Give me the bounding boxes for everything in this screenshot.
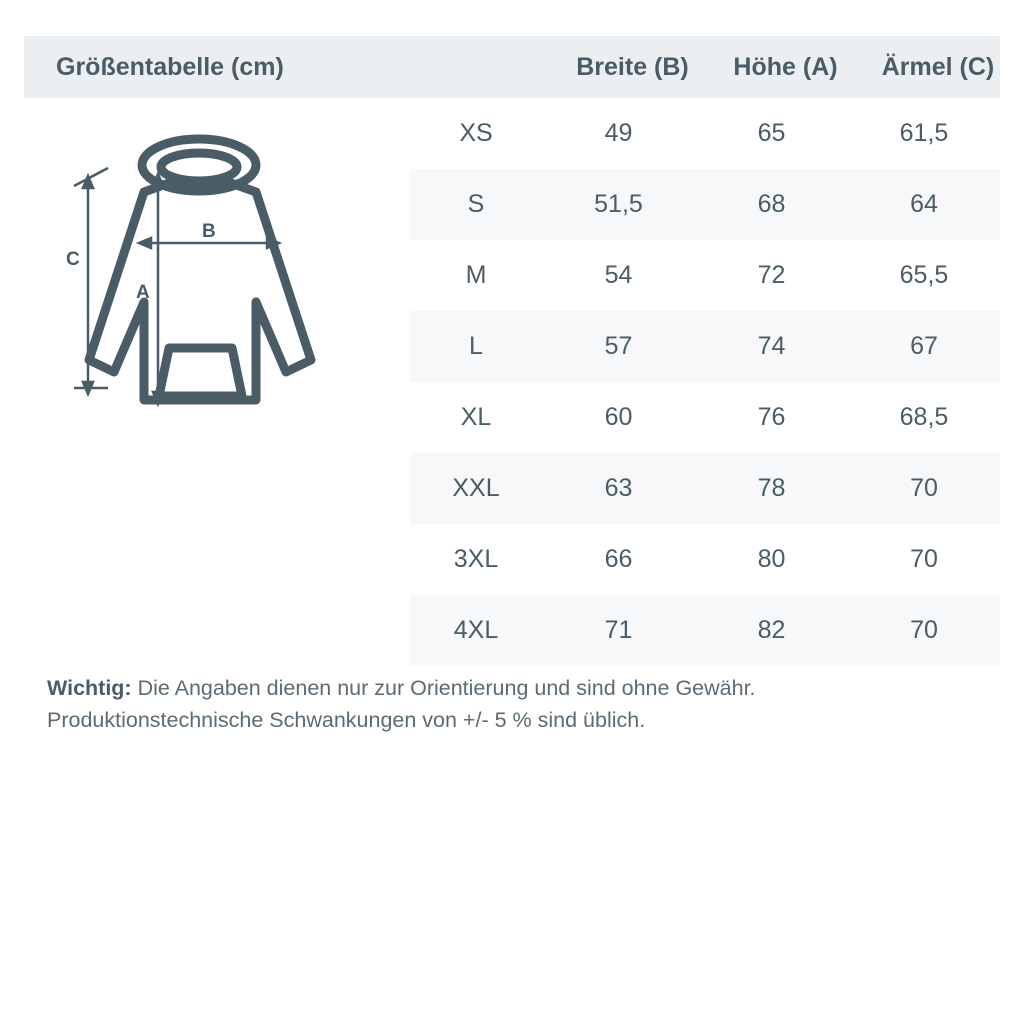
cell-hoehe: 76 <box>757 403 786 431</box>
hoodie-illustration <box>30 120 410 450</box>
cell-size: L <box>469 332 483 360</box>
table-row <box>410 311 1000 382</box>
cell-breite: 60 <box>604 403 633 431</box>
table-header-row <box>24 36 1000 98</box>
cell-aermel: 68,5 <box>899 403 949 431</box>
cell-hoehe: 65 <box>757 119 786 147</box>
cell-breite: 66 <box>604 545 633 573</box>
label-b: B <box>202 221 216 242</box>
cell-aermel: 70 <box>910 474 938 502</box>
cell-size: 3XL <box>453 545 499 573</box>
table-row <box>410 595 1000 666</box>
cell-hoehe: 78 <box>757 474 786 502</box>
cell-breite: 49 <box>604 119 633 147</box>
cell-aermel: 65,5 <box>899 261 949 289</box>
cell-aermel: 64 <box>910 190 938 218</box>
cell-hoehe: 80 <box>757 545 786 573</box>
column-header-aermel: Ärmel (C) <box>881 52 995 81</box>
column-header-breite: Breite (B) <box>576 52 689 81</box>
cell-breite: 63 <box>604 474 633 502</box>
cell-aermel: 61,5 <box>899 119 949 147</box>
footnote-line-2: Produktionstechnische Schwankungen von +/- 5 % sind üblich. <box>47 708 646 732</box>
label-c: C <box>66 249 80 270</box>
cell-breite: 71 <box>604 616 633 644</box>
cell-breite: 57 <box>604 332 633 360</box>
size-table <box>410 98 1000 666</box>
cell-size: XXL <box>452 474 500 502</box>
cell-size: 4XL <box>453 616 499 644</box>
cell-size: S <box>467 190 485 218</box>
table-row <box>410 169 1000 240</box>
cell-hoehe: 72 <box>757 261 786 289</box>
cell-aermel: 70 <box>910 616 938 644</box>
cell-aermel: 67 <box>910 332 938 360</box>
cell-size: XL <box>460 403 492 431</box>
label-a: A <box>136 282 150 303</box>
table-row <box>410 453 1000 524</box>
page-title: Größentabelle (cm) <box>56 52 284 81</box>
table-row <box>410 98 1000 169</box>
table-row <box>410 240 1000 311</box>
cell-breite: 51,5 <box>594 190 643 218</box>
cell-size: XS <box>459 119 493 147</box>
footnote-line-1 <box>47 672 987 704</box>
cell-hoehe: 74 <box>757 332 786 360</box>
footnote-lead: Wichtig: <box>47 676 132 700</box>
table-row <box>410 382 1000 453</box>
cell-aermel: 70 <box>910 545 938 573</box>
table-row <box>410 524 1000 595</box>
cell-hoehe: 68 <box>757 190 786 218</box>
footnote-text-1: Die Angaben dienen nur zur Orientierung und sind ohne Gewähr. <box>131 676 756 700</box>
cell-size: M <box>465 261 487 289</box>
column-header-hoehe: Höhe (A) <box>733 52 838 81</box>
cell-breite: 54 <box>604 261 633 289</box>
footnote <box>47 672 987 736</box>
cell-hoehe: 82 <box>757 616 786 644</box>
